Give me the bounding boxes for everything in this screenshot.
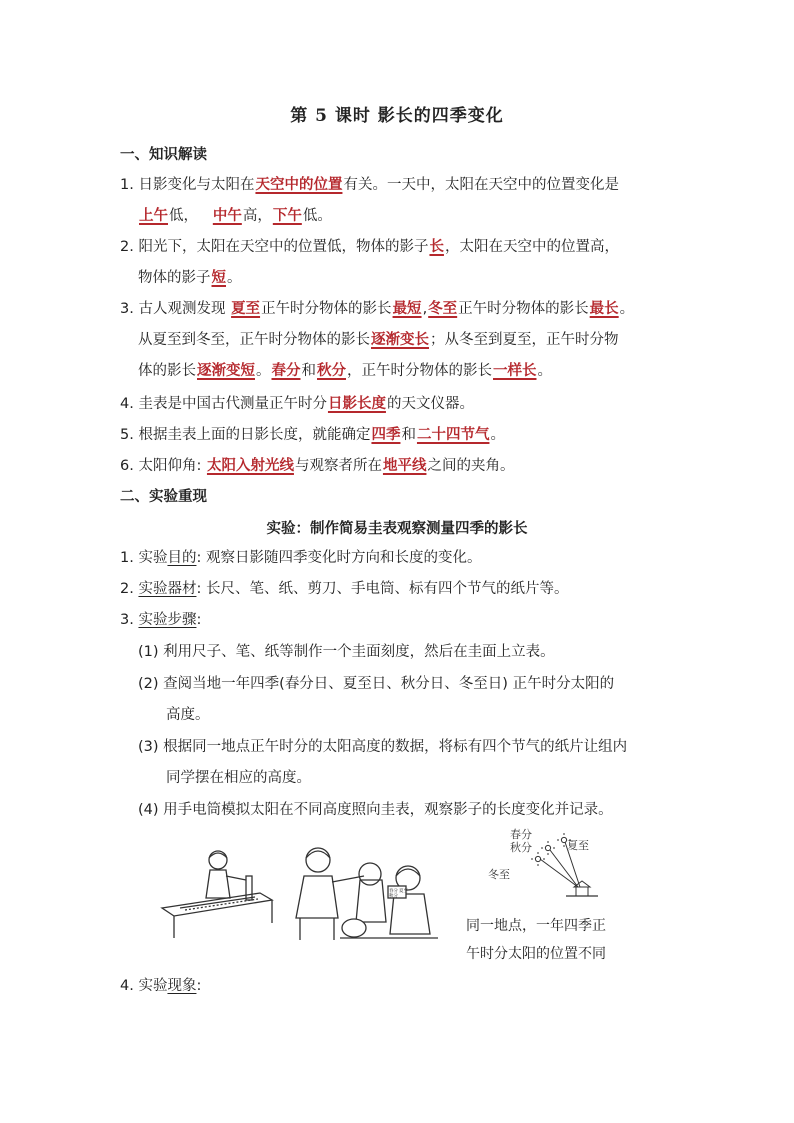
sun-label-autumn: 秋分 [510, 841, 532, 854]
answer: 长 [429, 239, 444, 255]
page-title: 第 5 课时 影长的四季变化 [290, 106, 504, 126]
item-4: 4. 圭表是中国古代测量正午时分日影长度的天文仪器。 [120, 396, 474, 412]
sun-icon [531, 852, 545, 866]
sub-step-4: (4) 用手电筒模拟太阳在不同高度照向圭表，观察影子的长度变化并记录。 [138, 802, 613, 818]
answer: 太阳入射光线 [206, 458, 294, 474]
figure-caption-line-1: 同一地点，一年四季正 [466, 918, 606, 934]
sun-label-winter: 冬至 [488, 868, 510, 881]
section-heading-experiment: 二、实验重现 [120, 489, 207, 505]
experiment-subtitle: 实验：制作简易圭表观察测量四季的影长 [266, 521, 528, 537]
answer: 逐渐变短 [197, 363, 255, 379]
answer: 四季 [371, 427, 401, 443]
item-3-line-2: 从夏至到冬至，正午时分物体的影长逐渐变长；从冬至到夏至，正午时分物 [138, 332, 619, 348]
sun-label-summer: 夏至 [567, 839, 589, 852]
item-2-line-1: 2. 阳光下，太阳在天空中的位置低，物体的影子长，太阳在天空中的位置高， [120, 239, 619, 255]
answer: 中午 [212, 208, 242, 224]
answer: 下午 [272, 208, 302, 224]
answer: 秋分 [317, 363, 346, 379]
sub-step-3: (3) 根据同一地点正午时分的太阳高度的数据，将标有四个节气的纸片让组内 [138, 739, 628, 755]
sub-step-2-cont: 高度。 [166, 707, 210, 723]
answer: 日影长度 [327, 396, 386, 412]
group-experiment-illustration [290, 842, 440, 944]
item-2-line-2: 物体的影子短。 [138, 270, 242, 286]
card-label: 夏至 [399, 889, 408, 894]
answer: 天空中的位置 [255, 177, 343, 193]
sun-label-spring: 春分 [510, 828, 532, 841]
exp-step-3: 3. 实验步骤: [120, 612, 202, 628]
sub-step-2: (2) 查阅当地一年四季(春分日、夏至日、秋分日、冬至日) 正午时分太阳的 [138, 676, 615, 692]
answer: 上午 [139, 208, 168, 224]
card-label: 秋分 [389, 894, 398, 899]
sub-step-3-cont: 同学摆在相应的高度。 [166, 770, 311, 786]
sun-position-diagram [470, 826, 620, 906]
sun-icon [541, 841, 555, 855]
item-1-line-1: 1. 日影变化与太阳在天空中的位置有关。一天中，太阳在天空中的位置变化是 [120, 177, 619, 193]
section-heading-knowledge: 一、知识解读 [120, 147, 207, 163]
exp-step-2: 2. 实验器材: 长尺、笔、纸、剪刀、手电筒、标有四个节气的纸片等。 [120, 581, 569, 597]
figure-caption-line-2: 午时分太阳的位置不同 [466, 946, 606, 962]
item-3-line-3: 体的影长逐渐变短。春分和秋分，正午时分物体的影长一样长。 [138, 363, 552, 379]
answer: 一样长 [493, 363, 537, 379]
answer: 夏至 [231, 301, 261, 317]
card-label: 春分 [389, 889, 398, 894]
answer: 逐渐变长 [371, 332, 429, 348]
item-6: 6. 太阳仰角: 太阳入射光线与观察者所在地平线之间的夹角。 [120, 458, 515, 474]
item-5: 5. 根据圭表上面的日影长度，就能确定四季和二十四节气。 [120, 427, 505, 443]
answer: 最短 [392, 301, 422, 317]
gnomon-child-illustration [160, 848, 275, 943]
item-3-line-1: 3. 古人观测发现 夏至正午时分物体的影长最短,冬至正午时分物体的影长最长。 [120, 301, 635, 317]
exp-step-4: 4. 实验现象: [120, 978, 202, 994]
sub-step-1: (1) 利用尺子、笔、纸等制作一个圭面刻度，然后在圭面上立表。 [138, 644, 555, 660]
answer: 春分 [271, 363, 301, 379]
answer: 地平线 [382, 458, 427, 474]
answer: 冬至 [428, 301, 458, 317]
answer: 二十四节气 [416, 427, 490, 443]
item-1-line-2: 上午低， 中午高，下午低。 [139, 208, 332, 224]
answer: 最长 [589, 301, 619, 317]
answer: 短 [211, 270, 226, 286]
exp-step-1: 1. 实验目的: 观察日影随四季变化时方向和长度的变化。 [120, 550, 482, 566]
